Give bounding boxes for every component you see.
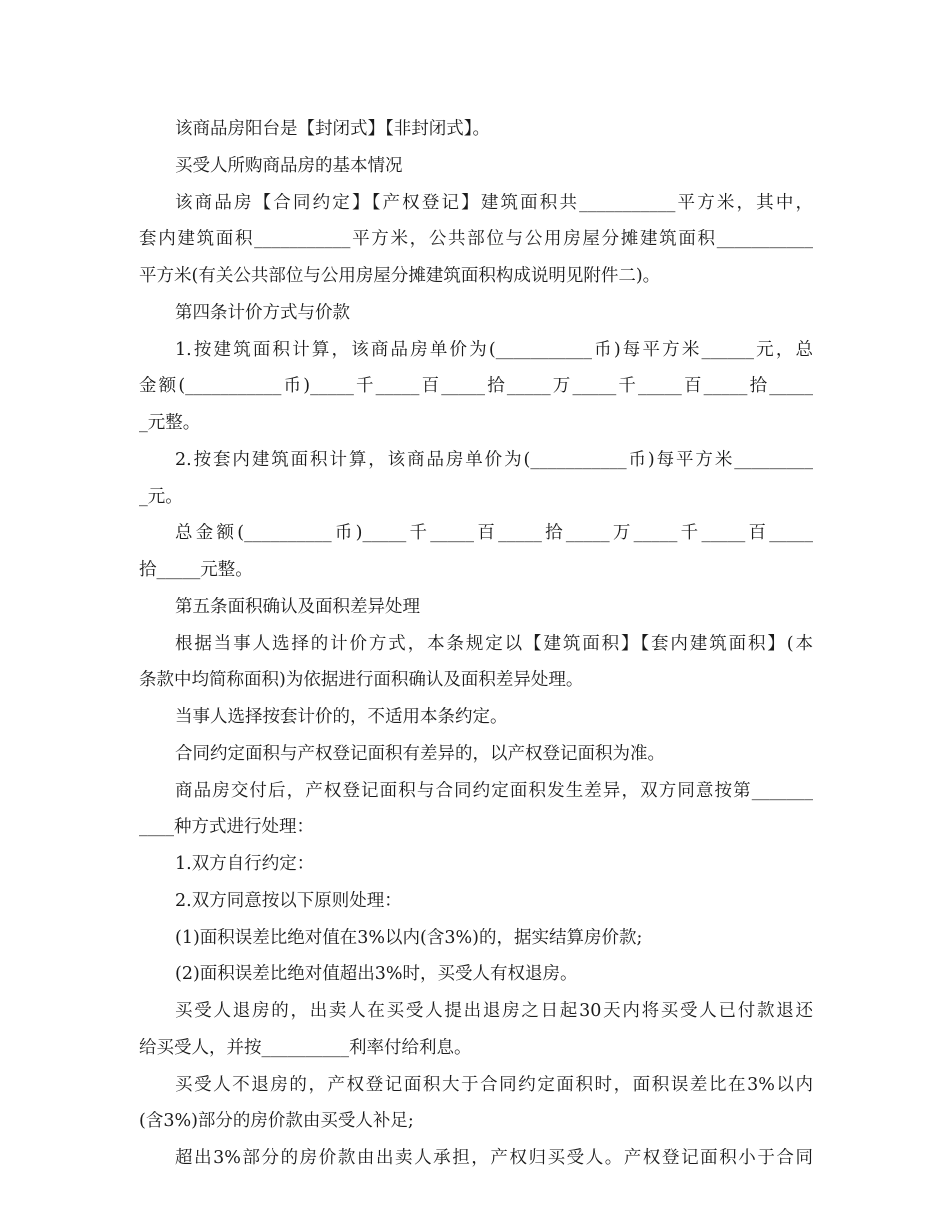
paragraph-line: 买受人不退房的，产权登记面积大于合同约定面积时，面积误差比在3%以内	[175, 1074, 813, 1095]
section-heading-line: 第四条计价方式与价款	[175, 302, 350, 323]
list-item: (1)面积误差比绝对值在3%以内(含3%)的，据实结算房价款;	[175, 927, 643, 948]
document-body	[139, 111, 813, 1177]
paragraph-line: 商品房交付后，产权登记面积与合同约定面积发生差异，双方同意按第_______	[175, 780, 813, 801]
paragraph-line: 该商品房【合同约定】【产权登记】建筑面积共___________平方米，其中，	[175, 192, 813, 213]
paragraph-line: 金额(___________币)_____千_____百_____拾_____万_____千_____百_____拾_____	[139, 376, 813, 397]
list-item: 1.双方自行约定：	[175, 854, 315, 874]
list-item: 2.双方同意按以下原则处理：	[175, 890, 402, 911]
paragraph-line: 平方米(有关公共部位与公用房屋分摊建筑面积构成说明见附件二)。	[139, 266, 661, 286]
paragraph-line: 给买受人，并按__________利率付给利息。	[139, 1037, 472, 1058]
paragraph-line: 超出3%部分的房价款由出卖人承担，产权归买受人。产权登记面积小于合同	[175, 1148, 813, 1168]
section-heading-line: 买受人所购商品房的基本情况	[175, 155, 403, 176]
paragraph-line: 当事人选择按套计价的，不适用本条约定。	[175, 707, 508, 727]
paragraph-line: ____种方式进行处理：	[139, 817, 314, 838]
section-heading-line: 第五条面积确认及面积差异处理	[175, 596, 420, 617]
paragraph-line: 拾_____元整。	[139, 560, 253, 580]
paragraph-line: (含3%)部分的房价款由买受人补足;	[139, 1111, 414, 1132]
paragraph-line: 2.按套内建筑面积计算，该商品房单价为(___________币)每平方米_________	[175, 449, 813, 470]
paragraph-line: 合同约定面积与产权登记面积有差异的，以产权登记面积为准。	[175, 743, 665, 764]
paragraph-line: _元。	[139, 486, 183, 507]
paragraph-line: 总金额(__________币)_____千_____百_____拾_____万_____千_____百_____	[175, 523, 813, 544]
paragraph-line: 买受人退房的，出卖人在买受人提出退房之日起30天内将买受人已付款退还	[175, 1001, 813, 1021]
list-item: (2)面积误差比绝对值超出3%时，买受人有权退房。	[175, 964, 578, 985]
paragraph-line: 根据当事人选择的计价方式，本条规定以【建筑面积】【套内建筑面积】(本	[175, 633, 813, 654]
paragraph-line: 该商品房阳台是【封闭式】【非封闭式】。	[175, 119, 490, 139]
paragraph-line: 1.按建筑面积计算，该商品房单价为(___________币)每平方米______元，总	[175, 339, 813, 360]
paragraph-line: _元整。	[139, 413, 201, 433]
paragraph-line: 套内建筑面积___________平方米，公共部位与公用房屋分摊建筑面积___________	[139, 229, 813, 250]
paragraph-line: 条款中均简称面积)为依据进行面积确认及面积差异处理。	[139, 670, 584, 691]
